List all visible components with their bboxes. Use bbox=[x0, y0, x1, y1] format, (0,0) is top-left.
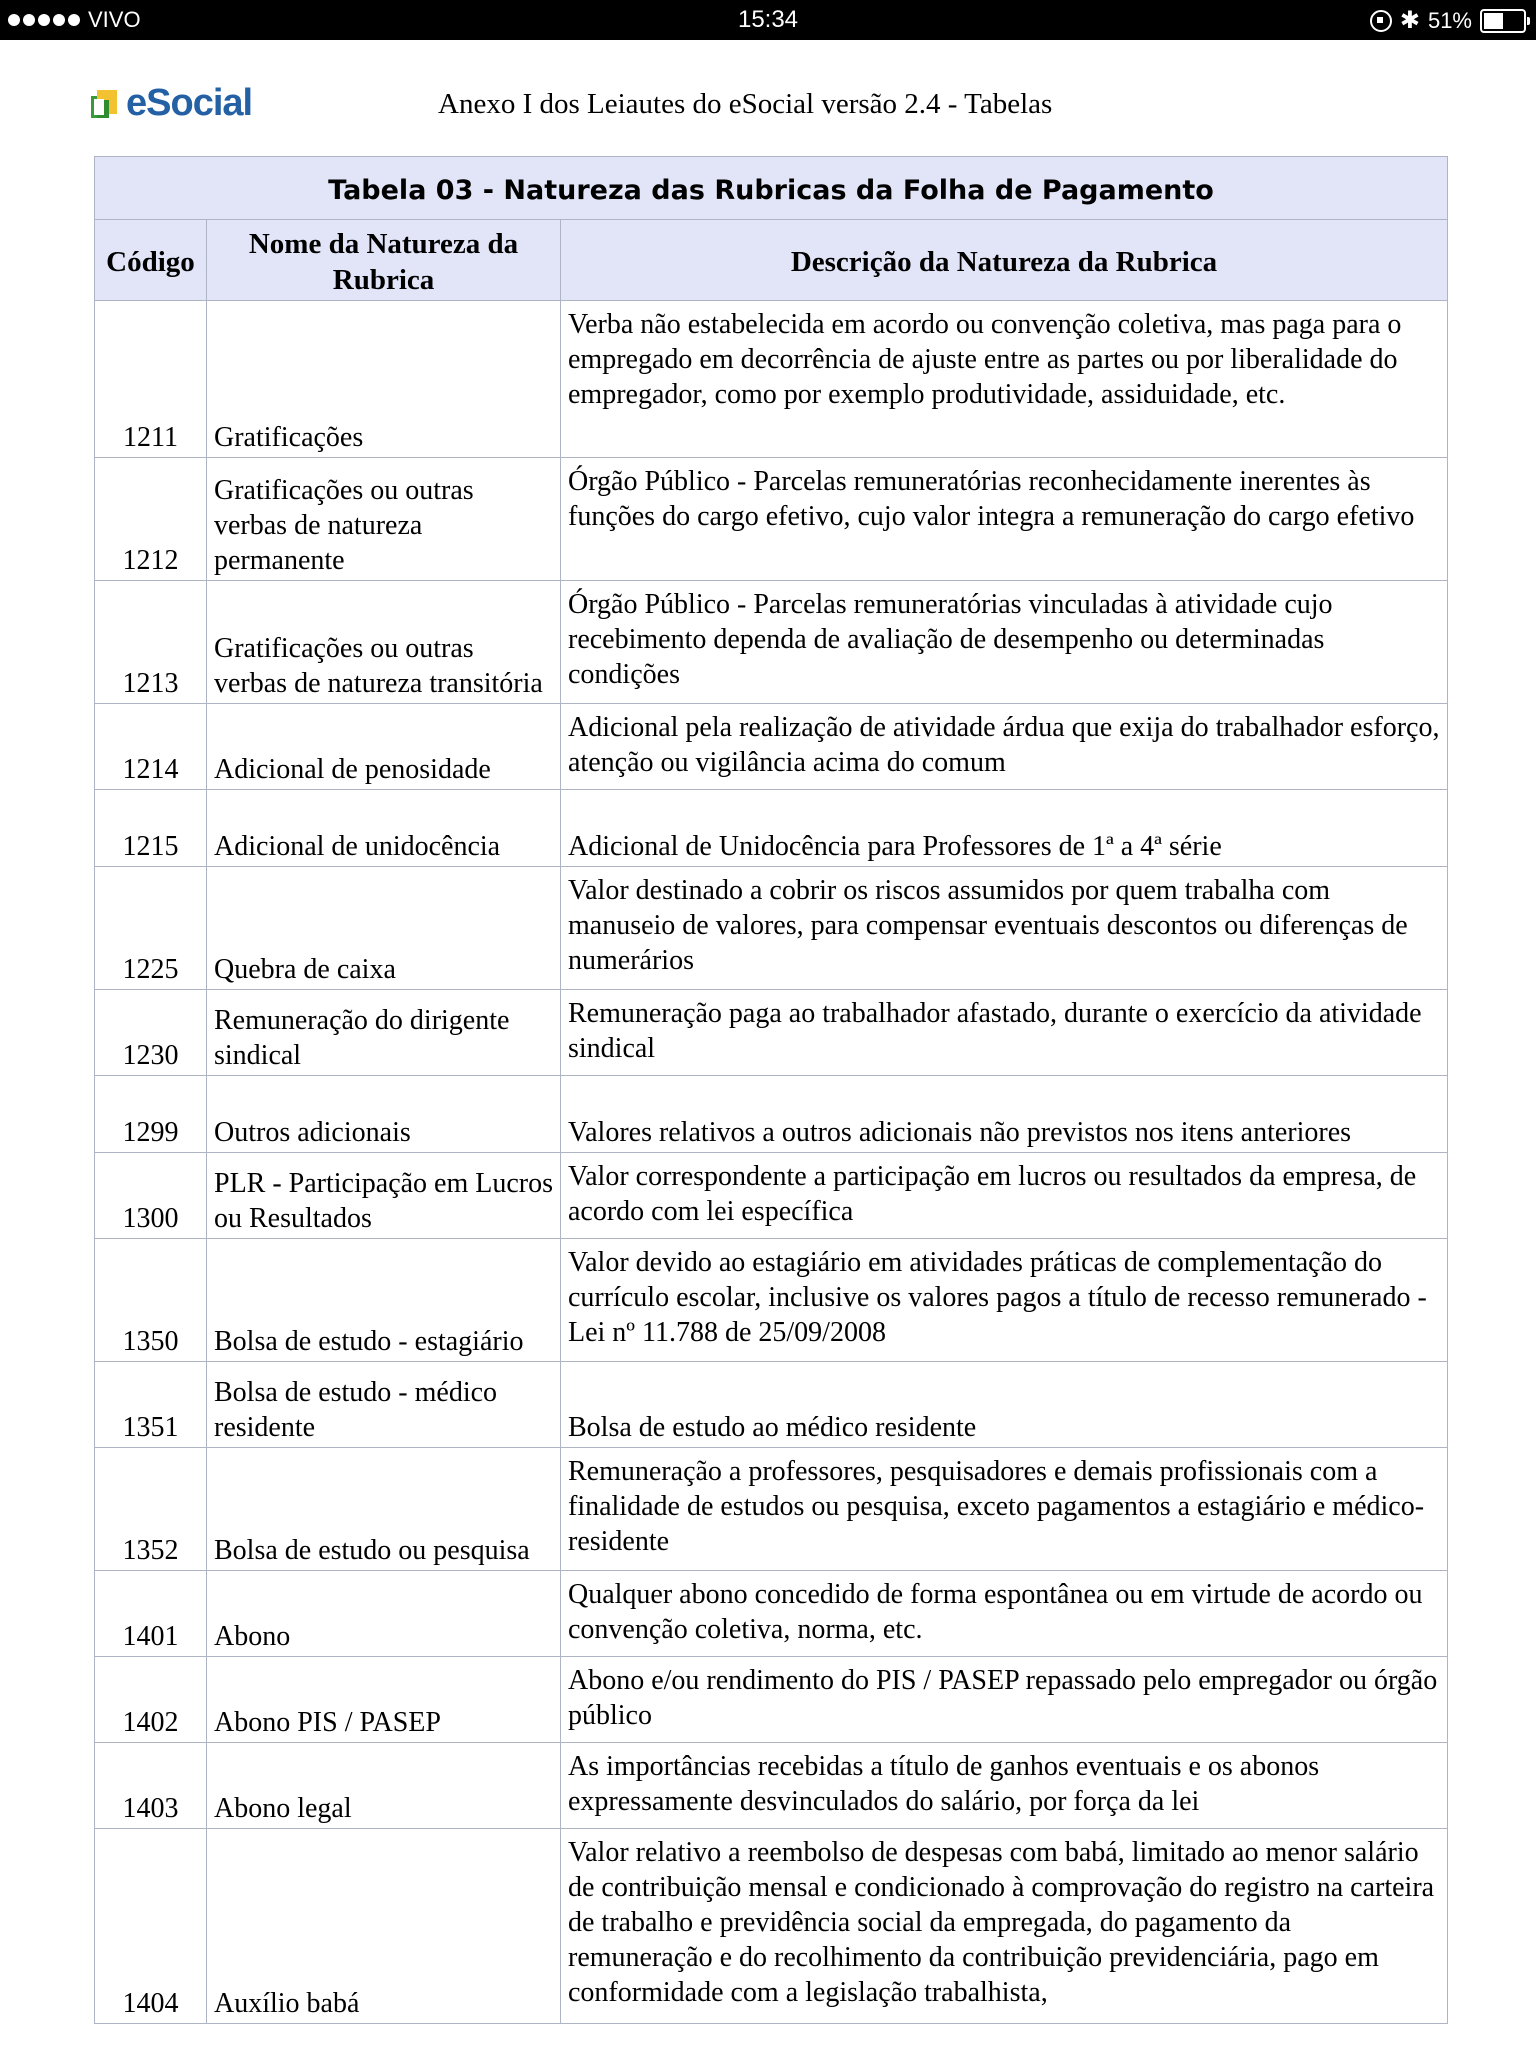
row-code: 1350 bbox=[95, 1239, 207, 1362]
row-code: 1402 bbox=[95, 1657, 207, 1743]
esocial-logo bbox=[88, 82, 252, 125]
row-code: 1225 bbox=[95, 867, 207, 990]
table-row bbox=[95, 581, 1448, 704]
row-description: Qualquer abono concedido de forma espontânea ou em virtude de acordo ou convenção coletiva, norma, etc. bbox=[561, 1571, 1448, 1657]
row-description: Valores relativos a outros adicionais não previstos nos itens anteriores bbox=[561, 1076, 1448, 1153]
column-header: Código bbox=[95, 220, 207, 301]
row-description: Adicional pela realização de atividade árdua que exija do trabalhador esforço, atenção ou vigilância acima do comum bbox=[561, 704, 1448, 790]
table-row bbox=[95, 301, 1448, 458]
row-code: 1212 bbox=[95, 458, 207, 581]
row-description: Valor destinado a cobrir os riscos assumidos por quem trabalha com manuseio de valores, para compensar eventuais descontos ou diferenças de numerários bbox=[561, 867, 1448, 990]
row-name: Quebra de caixa bbox=[207, 867, 561, 990]
row-description: Valor devido ao estagiário em atividades práticas de complementação do currículo escolar, inclusive os valores pagos a título de recesso remunerado - Lei nº 11.788 de 25/09/2008 bbox=[561, 1239, 1448, 1362]
table-row bbox=[95, 704, 1448, 790]
row-description: Órgão Público - Parcelas remuneratórias vinculadas à atividade cujo recebimento dependa de avaliação de desempenho ou determinadas condições bbox=[561, 581, 1448, 704]
table-row bbox=[95, 458, 1448, 581]
table-row bbox=[95, 1076, 1448, 1153]
row-name: Abono PIS / PASEP bbox=[207, 1657, 561, 1743]
row-description: As importâncias recebidas a título de ganhos eventuais e os abonos expressamente desvinculados do salário, por força da lei bbox=[561, 1743, 1448, 1829]
row-code: 1213 bbox=[95, 581, 207, 704]
table-row bbox=[95, 1743, 1448, 1829]
row-description: Valor correspondente a participação em lucros ou resultados da empresa, de acordo com lei específica bbox=[561, 1153, 1448, 1239]
row-name: Adicional de penosidade bbox=[207, 704, 561, 790]
row-name: Adicional de unidocência bbox=[207, 790, 561, 867]
row-code: 1351 bbox=[95, 1362, 207, 1448]
document-header bbox=[0, 80, 1536, 130]
rotation-lock-icon bbox=[1370, 10, 1392, 32]
table-row bbox=[95, 1153, 1448, 1239]
row-code: 1299 bbox=[95, 1076, 207, 1153]
battery-percent: 51% bbox=[1427, 7, 1472, 33]
row-description: Adicional de Unidocência para Professores de 1ª a 4ª série bbox=[561, 790, 1448, 867]
row-name: Bolsa de estudo - médico residente bbox=[207, 1362, 561, 1448]
column-header: Nome da Natureza da Rubrica bbox=[207, 220, 561, 301]
row-name: Outros adicionais bbox=[207, 1076, 561, 1153]
row-name: Abono legal bbox=[207, 1743, 561, 1829]
table-row bbox=[95, 990, 1448, 1076]
row-name: Bolsa de estudo - estagiário bbox=[207, 1239, 561, 1362]
row-code: 1352 bbox=[95, 1448, 207, 1571]
row-name: Gratificações bbox=[207, 301, 561, 458]
row-description: Órgão Público - Parcelas remuneratórias reconhecidamente inerentes às funções do cargo efetivo, cujo valor integra a remuneração do cargo efetivo bbox=[561, 458, 1448, 581]
row-name: Bolsa de estudo ou pesquisa bbox=[207, 1448, 561, 1571]
row-name: Gratificações ou outras verbas de natureza permanente bbox=[207, 458, 561, 581]
row-code: 1401 bbox=[95, 1571, 207, 1657]
row-code: 1214 bbox=[95, 704, 207, 790]
row-name: PLR - Participação em Lucros ou Resultados bbox=[207, 1153, 561, 1239]
status-indicators bbox=[1370, 6, 1526, 35]
table-row bbox=[95, 1657, 1448, 1743]
row-code: 1300 bbox=[95, 1153, 207, 1239]
column-header: Descrição da Natureza da Rubrica bbox=[561, 220, 1448, 301]
table-row bbox=[95, 1448, 1448, 1571]
row-code: 1211 bbox=[95, 301, 207, 458]
clock: 15:34 bbox=[737, 6, 799, 33]
status-bar bbox=[0, 0, 1536, 40]
row-name: Abono bbox=[207, 1571, 561, 1657]
row-code: 1215 bbox=[95, 790, 207, 867]
row-description: Abono e/ou rendimento do PIS / PASEP repassado pelo empregador ou órgão público bbox=[561, 1657, 1448, 1743]
table-row bbox=[95, 1829, 1448, 2024]
row-description: Valor relativo a reembolso de despesas com babá, limitado ao menor salário de contribuição mensal e condicionado à comprovação do registro na carteira de trabalho e previdência social da empregada, do pagamento da remuneração e do recolhimento da contribuição previdenciária, pago em conformidade com a legislação trabalhista, bbox=[561, 1829, 1448, 2024]
table-row bbox=[95, 790, 1448, 867]
row-description: Remuneração paga ao trabalhador afastado, durante o exercício da atividade sindical bbox=[561, 990, 1448, 1076]
row-code: 1403 bbox=[95, 1743, 207, 1829]
table-row bbox=[95, 1362, 1448, 1448]
document-title: Anexo I dos Leiautes do eSocial versão 2.4 - Tabelas bbox=[438, 88, 1053, 120]
row-description: Verba não estabelecida em acordo ou convenção coletiva, mas paga para o empregado em decorrência de ajuste entre as partes ou por liberalidade do empregador, como por exemplo produtividade, assiduidade, etc. bbox=[561, 301, 1448, 458]
table-header-row bbox=[95, 220, 1448, 301]
row-name: Gratificações ou outras verbas de natureza transitória bbox=[207, 581, 561, 704]
battery-icon bbox=[1480, 9, 1526, 33]
table-row bbox=[95, 867, 1448, 990]
carrier-label: VIVO bbox=[88, 7, 141, 32]
table-row bbox=[95, 1571, 1448, 1657]
esocial-logo-icon bbox=[88, 86, 124, 122]
table-body bbox=[95, 301, 1448, 2024]
table-title-row bbox=[95, 157, 1448, 220]
row-name: Auxílio babá bbox=[207, 1829, 561, 2024]
rubricas-table bbox=[94, 156, 1448, 2024]
row-name: Remuneração do dirigente sindical bbox=[207, 990, 561, 1076]
row-description: Remuneração a professores, pesquisadores e demais profissionais com a finalidade de estudos ou pesquisa, exceto pagamentos a estagiário e médico-residente bbox=[561, 1448, 1448, 1571]
row-code: 1404 bbox=[95, 1829, 207, 2024]
table-title: Tabela 03 - Natureza das Rubricas da Folha de Pagamento bbox=[95, 157, 1448, 220]
bluetooth-icon: ✱ bbox=[1399, 7, 1420, 34]
table-row bbox=[95, 1239, 1448, 1362]
row-description: Bolsa de estudo ao médico residente bbox=[561, 1362, 1448, 1448]
logo-text: eSocial bbox=[126, 82, 253, 124]
row-code: 1230 bbox=[95, 990, 207, 1076]
